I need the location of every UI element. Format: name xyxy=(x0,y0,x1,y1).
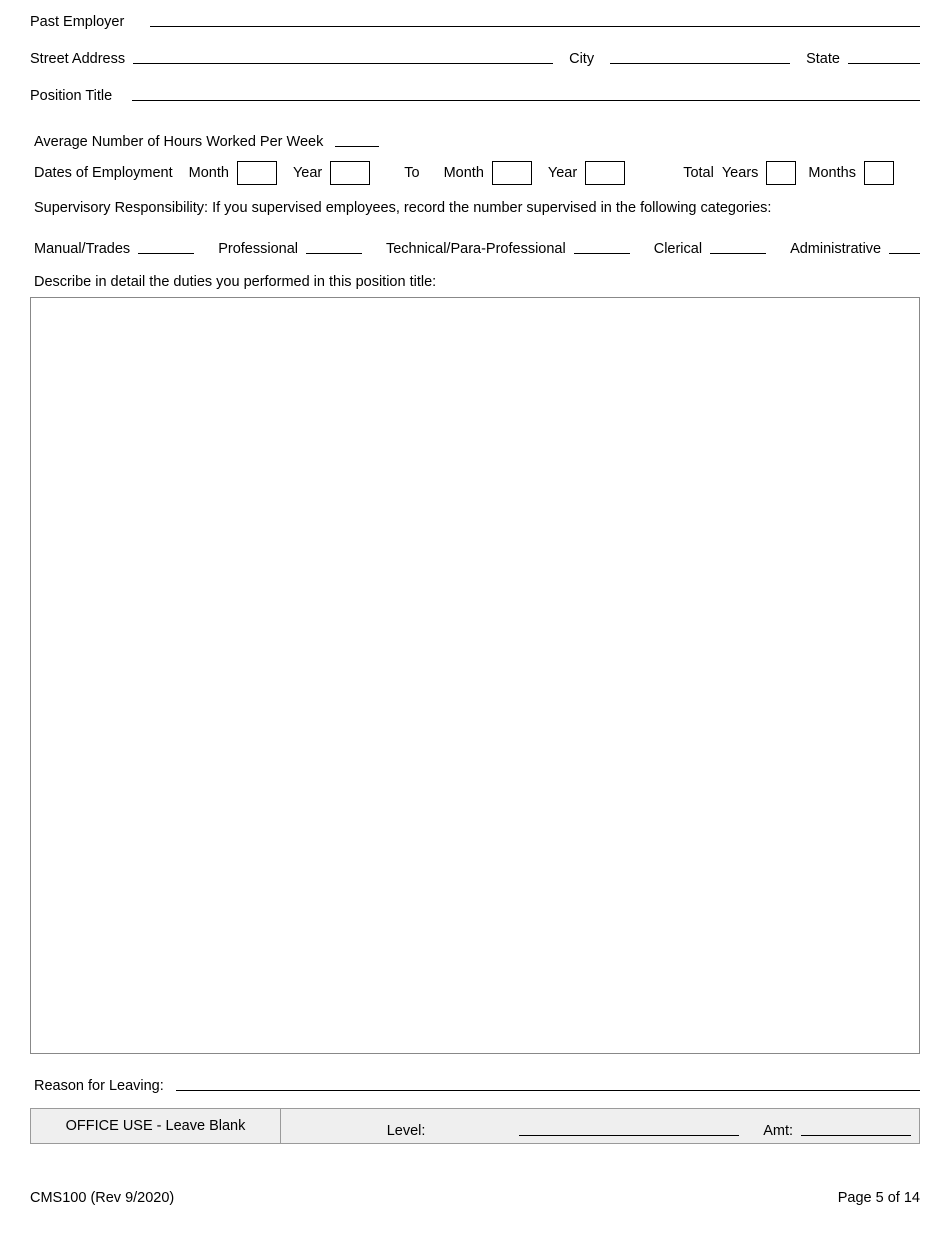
office-use-title: OFFICE USE - Leave Blank xyxy=(31,1109,281,1143)
from-year-label: Year xyxy=(292,165,323,181)
form-id-label: CMS100 (Rev 9/2020) xyxy=(30,1190,175,1206)
category-professional-input[interactable] xyxy=(306,253,362,254)
duties-label: Describe in detail the duties you performed in this position title: xyxy=(34,274,437,290)
field-dates-of-employment xyxy=(30,159,920,187)
reason-for-leaving-label: Reason for Leaving: xyxy=(34,1078,164,1094)
field-past-employer xyxy=(30,4,920,30)
to-month-label: Month xyxy=(443,165,484,181)
category-professional-label: Professional xyxy=(218,241,298,257)
category-administrative-label: Administrative xyxy=(790,241,882,257)
to-year-label: Year xyxy=(547,165,578,181)
page-footer xyxy=(30,1190,920,1206)
field-address-row xyxy=(30,41,920,67)
office-use-fields xyxy=(281,1109,919,1143)
supervisory-categories-row xyxy=(30,231,920,257)
category-technical-input[interactable] xyxy=(574,253,630,254)
total-years-label: Years xyxy=(721,165,759,181)
duties-textarea[interactable] xyxy=(30,297,920,1054)
past-employer-label: Past Employer xyxy=(30,14,125,30)
field-average-hours xyxy=(30,124,920,150)
average-hours-input[interactable] xyxy=(335,146,379,147)
office-use-amt-label: Amt: xyxy=(763,1123,793,1139)
to-month-input[interactable] xyxy=(492,161,532,185)
from-year-input[interactable] xyxy=(330,161,370,185)
form-page xyxy=(0,4,950,1234)
position-title-input[interactable] xyxy=(132,100,920,101)
from-month-input[interactable] xyxy=(237,161,277,185)
supervisory-responsibility-text: Supervisory Responsibility: If you supervised employees, record the number supervised in the following categories: xyxy=(34,200,772,216)
category-clerical-label: Clerical xyxy=(653,241,703,257)
category-clerical-input[interactable] xyxy=(710,253,766,254)
total-label: Total xyxy=(683,165,714,181)
field-position-title xyxy=(30,78,920,104)
category-manual-trades-input[interactable] xyxy=(138,253,194,254)
office-use-level-input[interactable] xyxy=(519,1135,739,1136)
position-title-label: Position Title xyxy=(30,88,113,104)
street-address-label: Street Address xyxy=(30,51,126,67)
category-administrative-input[interactable] xyxy=(889,253,920,254)
dates-of-employment-label: Dates of Employment xyxy=(34,165,173,181)
reason-for-leaving-input[interactable] xyxy=(176,1090,920,1091)
to-year-input[interactable] xyxy=(585,161,625,185)
category-technical-label: Technical/Para-Professional xyxy=(385,241,566,257)
duties-instruction xyxy=(30,274,920,290)
city-label: City xyxy=(569,51,595,67)
total-years-input[interactable] xyxy=(766,161,796,185)
supervisory-responsibility-note xyxy=(30,200,920,216)
from-month-label: Month xyxy=(188,165,229,181)
field-reason-for-leaving xyxy=(30,1068,920,1094)
to-label: To xyxy=(404,165,420,181)
office-use-bar xyxy=(30,1108,920,1144)
state-input[interactable] xyxy=(848,63,920,64)
page-number-label: Page 5 of 14 xyxy=(837,1190,920,1206)
total-months-label: Months xyxy=(808,165,856,181)
total-months-input[interactable] xyxy=(864,161,894,185)
average-hours-label: Average Number of Hours Worked Per Week xyxy=(34,134,324,150)
office-use-level-label: Level: xyxy=(386,1123,426,1139)
city-input[interactable] xyxy=(610,63,790,64)
past-employer-input[interactable] xyxy=(150,26,920,27)
office-use-amt-input[interactable] xyxy=(801,1135,911,1136)
category-manual-trades-label: Manual/Trades xyxy=(34,241,131,257)
street-address-input[interactable] xyxy=(133,63,553,64)
state-label: State xyxy=(806,51,840,67)
